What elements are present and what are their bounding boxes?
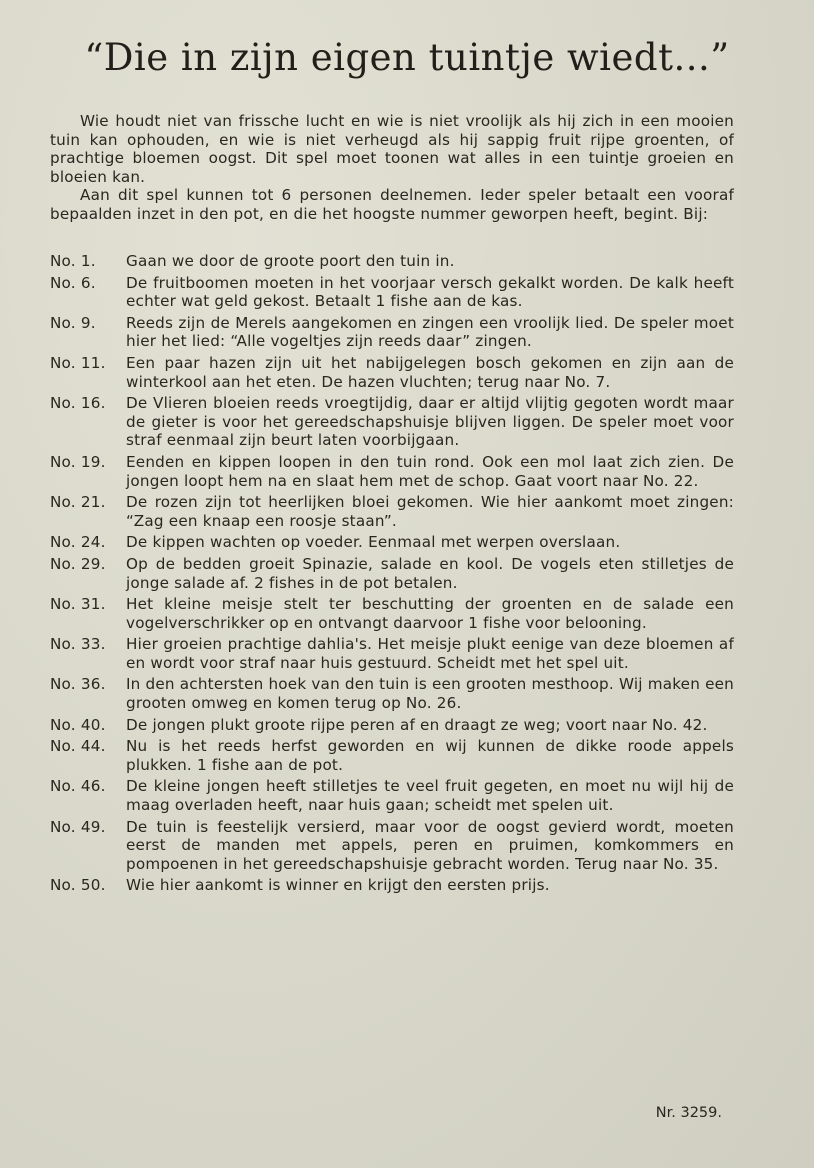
rule-number: No. 9. xyxy=(50,313,96,332)
rule-number: No. 33. xyxy=(50,635,106,654)
rule-item xyxy=(50,555,734,592)
rule-number: No. 29. xyxy=(50,554,106,573)
rules-list xyxy=(50,252,734,898)
rule-text: De kippen wachten op voeder. Eenmaal met werpen overslaan. xyxy=(126,533,621,552)
rule-number: No. 19. xyxy=(50,452,106,471)
rule-number: No. 31. xyxy=(50,595,106,614)
rule-item xyxy=(50,876,734,895)
rule-item xyxy=(50,493,734,530)
rule-number: No. 49. xyxy=(50,817,106,836)
rule-item xyxy=(50,595,734,632)
rule-text: Het kleine meisje stelt ter beschutting der groenten en de salade een vogelverschrikker op en ontvangt daarvoor 1 fishe voor belooning. xyxy=(126,595,734,632)
rule-text: De jongen plukt groote rijpe peren af en draagt ze weg; voort naar No. 42. xyxy=(126,715,708,734)
rule-number: No. 24. xyxy=(50,533,106,552)
rule-item xyxy=(50,635,734,672)
rule-text: Reeds zijn de Merels aangekomen en zingen een vroolijk lied. De speler moet hier het lied: “Alle vogeltjes zijn reeds daar” zingen. xyxy=(126,313,734,351)
rule-item xyxy=(50,533,734,552)
intro-paragraph: Wie houdt niet van frissche lucht en wie is niet vroolijk als hij zich in een mooien tuin kan ophouden, en wie is niet verheugd als hij sappig fruit rijpe groenten, of prachtige bloemen oogst. Dit spel moet toonen wat alles in een tuintje groeien en bloeien kan. xyxy=(50,112,734,186)
rule-item xyxy=(50,314,734,351)
rule-text: Gaan we door de groote poort den tuin in. xyxy=(126,252,455,270)
rule-item xyxy=(50,777,734,814)
rule-item xyxy=(50,716,734,735)
rule-number: No. 1. xyxy=(50,252,96,270)
rule-text: Eenden en kippen loopen in den tuin rond. Ook een mol laat zich zien. De jongen loopt hem na en slaat hem met de schop. Gaat voort naar No. 22. xyxy=(126,452,734,490)
rule-item xyxy=(50,354,734,391)
rule-text: Hier groeien prachtige dahlia's. Het meisje plukt eenige van deze bloemen af en wordt voor straf naar huis gestuurd. Scheidt met het spel uit. xyxy=(126,635,734,672)
rule-item xyxy=(50,818,734,874)
rule-number: No. 50. xyxy=(50,876,106,895)
rule-number: No. 11. xyxy=(50,353,106,372)
page-title: “Die in zijn eigen tuintje wiedt...” xyxy=(84,36,730,79)
rule-text: De kleine jongen heeft stilletjes te veel fruit gegeten, en moet nu wijl hij de maag overladen heeft, naar huis gaan; scheidt met spelen uit. xyxy=(126,777,734,815)
reference-number: Nr. 3259. xyxy=(655,1105,722,1121)
rule-number: No. 21. xyxy=(50,493,106,512)
rule-number: No. 44. xyxy=(50,737,106,756)
rule-number: No. 40. xyxy=(50,715,106,734)
rule-text: De fruitboomen moeten in het voorjaar versch gekalkt worden. De kalk heeft echter wat geld gekost. Betaalt 1 fishe aan de kas. xyxy=(126,273,734,311)
rule-text: Wie hier aankomt is winner en krijgt den eersten prijs. xyxy=(126,876,550,895)
rule-text: Een paar hazen zijn uit het nabijgelegen bosch gekomen en zijn aan de winterkool aan het eten. De hazen vluchten; terug naar No. 7. xyxy=(126,353,734,391)
rule-text: De rozen zijn tot heerlijken bloei gekomen. Wie hier aankomt moet zingen: “Zag een knaap een roosje staan”. xyxy=(126,493,734,530)
rule-text: Nu is het reeds herfst geworden en wij kunnen de dikke roode appels plukken. 1 fishe aan de pot. xyxy=(126,737,734,774)
rule-item xyxy=(50,737,734,774)
rule-item xyxy=(50,394,734,450)
intro-text xyxy=(50,112,734,224)
rule-number: No. 6. xyxy=(50,273,96,292)
rule-item xyxy=(50,453,734,490)
rule-number: No. 36. xyxy=(50,675,106,694)
rule-number: No. 16. xyxy=(50,394,106,413)
rule-text: In den achtersten hoek van den tuin is een grooten mesthoop. Wij maken een grooten omweg en komen terug op No. 26. xyxy=(126,675,734,713)
intro-paragraph: Aan dit spel kunnen tot 6 personen deelnemen. Ieder speler betaalt een vooraf bepaalden inzet in den pot, en die het hoogste nummer geworpen heeft, begint. Bij: xyxy=(50,186,734,223)
rule-item xyxy=(50,675,734,712)
rule-number: No. 46. xyxy=(50,777,106,796)
rule-text: De Vlieren bloeien reeds vroegtijdig, daar er altijd vlijtig gegoten wordt maar de gieter is voor het gereedschapshuisje blijven liggen. De speler moet voor straf eenmaal zijn beurt laten voorbijgaan. xyxy=(126,394,734,450)
rule-text: Op de bedden groeit Spinazie, salade en kool. De vogels eten stilletjes de jonge salade af. 2 fishes in de pot betalen. xyxy=(126,554,734,592)
rule-text: De tuin is feestelijk versierd, maar voor de oogst gevierd wordt, moeten eerst de manden met appels, peren en pruimen, komkommers en pompoenen in het gereedschapshuisje gebracht worden. Terug naar No. 35. xyxy=(126,817,734,873)
rule-item xyxy=(50,274,734,311)
rule-item xyxy=(50,252,734,271)
